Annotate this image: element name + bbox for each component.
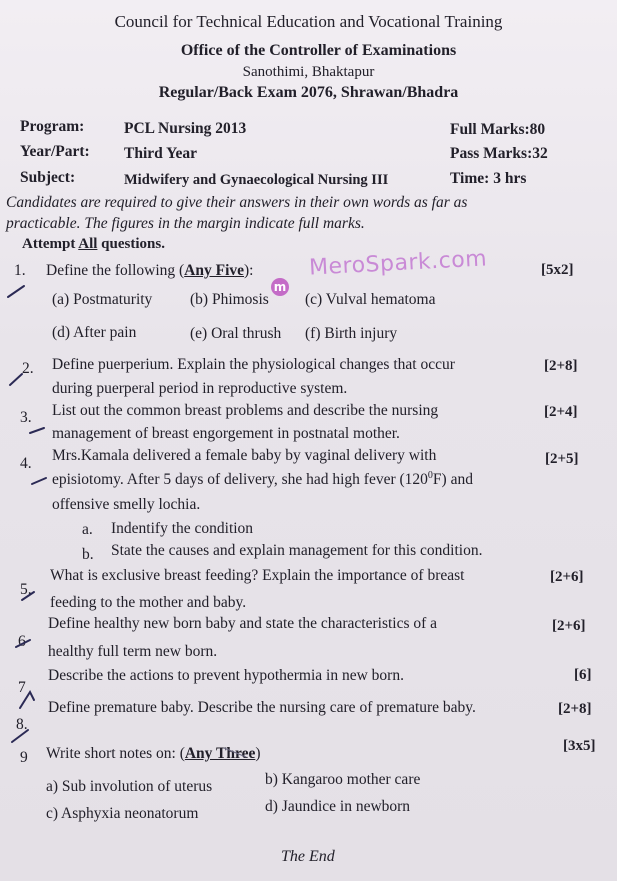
q6-line-2: healthy full term new born. [48,643,218,660]
office-title: Office of the Controller of Examinations [180,42,457,59]
instruction-line-2: practicable. The figures in the margin indicate full marks. [6,215,365,232]
watermark-text: MeroSpark.com [308,246,488,281]
q4-b-label: b. [82,546,94,563]
pen-tick-q3 [30,428,44,433]
q2-line-2: during puerperal period in reproductive system. [52,380,348,397]
q4-line-3: offensive smelly lochia. [52,496,201,513]
council-title: Council for Technical Education and Vocational Training [114,12,503,31]
q9-text: Write short notes on: (Any Three) [46,745,261,762]
merospark-logo-icon: m [271,278,289,296]
q3-line-1: List out the common breast problems and describe the nursing [52,402,439,419]
pen-tick-q8 [12,730,28,742]
full-marks: Full Marks:80 [450,121,546,138]
q4-line-1: Mrs.Kamala delivered a female baby by vaginal delivery with [52,447,437,464]
q2-marks: [2+8] [544,358,578,374]
instruction-line-1: Candidates are required to give their answers in their own words as far as [6,194,468,211]
q1-option-d: (d) After pain [52,324,137,341]
pen-tick-q4 [32,478,46,484]
q9-option-c: c) Asphyxia neonatorum [46,805,199,822]
pen-tick-q5 [22,592,34,600]
program-value: PCL Nursing 2013 [124,120,247,137]
year-label: Year/Part: [20,143,90,160]
q2-line-1: Define puerperium. Explain the physiological changes that occur [52,356,455,373]
q3-marks: [2+4] [544,404,578,420]
q1-text: Define the following (Any Five): [46,262,254,279]
q7-marks: [6] [574,667,592,683]
q5-number: 5. [20,581,32,598]
attempt-instruction: Attempt All questions. [22,236,165,252]
q9-option-b: b) Kangaroo mother care [265,771,421,788]
pen-tick-q2 [10,374,22,385]
q4-a-label: a. [82,521,93,538]
q2-number: 2. [22,360,34,377]
q6-marks: [2+6] [552,618,586,634]
q6-line-1: Define healthy new born baby and state the characteristics of a [48,615,438,632]
exam-title: Regular/Back Exam 2076, Shrawan/Bhadra [158,84,459,101]
q5-line-1: What is exclusive breast feeding? Explain the importance of breast [50,567,465,584]
q4-marks: [2+5] [545,451,579,467]
q1-option-f: (f) Birth injury [305,325,398,342]
q8-line-1: Define premature baby. Describe the nursing care of premature baby. [48,699,476,716]
q6-number: 6 [18,633,26,650]
q7-line-1: Describe the actions to prevent hypothermia in new born. [48,667,404,684]
q1-option-b: (b) Phimosis [190,291,269,308]
pen-tick-q1 [8,286,24,297]
q1-option-c: (c) Vulval hematoma [305,291,436,308]
q5-line-2: feeding to the mother and baby. [50,594,247,611]
q3-number: 3. [20,409,32,426]
q1-option-e: (e) Oral thrush [190,325,282,342]
q4-b-text: State the causes and explain management for this condition. [111,542,483,559]
pen-tick-q7 [20,692,34,708]
q3-line-2: management of breast engorgement in postnatal mother. [52,425,400,442]
q1-marks: [5x2] [541,262,574,278]
q5-marks: [2+6] [550,569,584,585]
q8-number: 8. [16,716,28,733]
q4-a-text: Indentify the condition [111,520,254,537]
q8-marks: [2+8] [558,701,592,717]
subject-value: Midwifery and Gynaecological Nursing III [124,172,389,188]
q7-number: 7 [18,679,26,696]
program-label: Program: [20,118,85,135]
q9-marks: [3x5] [563,738,596,754]
q9-option-a: a) Sub involution of uterus [46,778,213,795]
office-address: Sanothimi, Bhaktapur [242,64,375,80]
pen-tick-q6 [16,640,30,647]
q4-number: 4. [20,455,32,472]
the-end: The End [281,848,335,865]
q1-option-a: (a) Postmaturity [52,291,153,308]
subject-label: Subject: [20,169,76,186]
q1-number: 1. [14,262,26,279]
pencil-mark [224,748,246,757]
q9-number: 9 [20,749,28,766]
q9-option-d: d) Jaundice in newborn [265,798,411,815]
exam-time: Time: 3 hrs [450,170,527,187]
q4-line-2: episiotomy. After 5 days of delivery, she had high fever $(120^0F)$ and [52,470,473,489]
pass-marks: Pass Marks:32 [450,145,548,162]
year-value: Third Year [124,145,198,162]
